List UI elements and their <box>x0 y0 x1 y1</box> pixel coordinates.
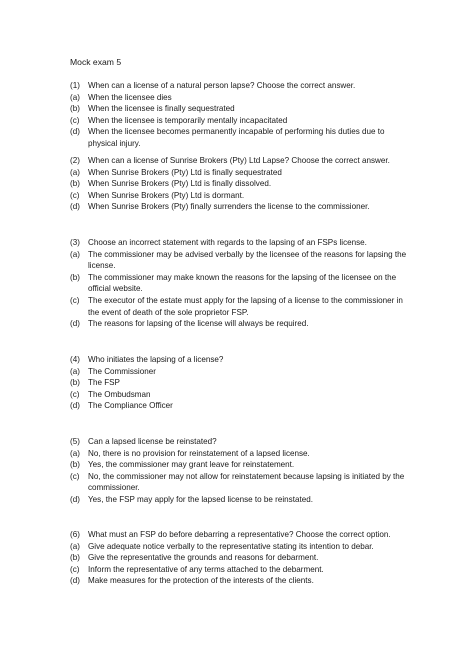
option-a <box>70 448 415 460</box>
question-4-stem <box>70 354 415 366</box>
option-letter: (b) <box>70 378 80 388</box>
option-d <box>70 575 415 587</box>
option-letter: (d) <box>70 576 80 586</box>
option-letter: (a) <box>70 541 80 551</box>
option-a <box>70 541 415 553</box>
question-6 <box>70 529 415 587</box>
option-text: The commissioner may be advised verbally by the licensee of the reasons for lapsing the license. <box>88 249 407 271</box>
option-letter: (b) <box>70 553 80 563</box>
question-2 <box>70 155 415 213</box>
question-4 <box>70 354 415 412</box>
option-text: When Sunrise Brokers (Pty) finally surrenders the license to the commissioner. <box>88 202 370 212</box>
option-letter: (b) <box>70 104 80 114</box>
option-letter: (c) <box>70 389 80 399</box>
option-d <box>70 126 415 149</box>
option-text: No, there is no provision for reinstatement of a lapsed license. <box>88 448 310 458</box>
option-text: Yes, the commissioner may grant leave for reinstatement. <box>88 460 295 470</box>
question-3-stem <box>70 237 415 249</box>
option-d <box>70 201 415 213</box>
option-letter: (a) <box>70 249 80 259</box>
question-number: (2) <box>70 156 80 165</box>
option-text: Yes, the FSP may apply for the lapsed license to be reinstated. <box>88 494 313 504</box>
option-c <box>70 115 415 127</box>
option-letter: (a) <box>70 167 80 177</box>
option-letter: (a) <box>70 448 80 458</box>
option-a <box>70 249 415 272</box>
option-text: When Sunrise Brokers (Pty) Ltd is dormant. <box>88 190 245 200</box>
question-1 <box>70 80 415 150</box>
option-text: When the licensee dies <box>88 92 172 102</box>
question-1-stem <box>70 80 415 92</box>
option-c <box>70 295 415 318</box>
option-b <box>70 552 415 564</box>
option-text: When the licensee is temporarily mentally incapacitated <box>88 115 288 125</box>
option-b <box>70 178 415 190</box>
option-text: Give the representative the grounds and reasons for debarment. <box>88 553 319 563</box>
question-5 <box>70 436 415 506</box>
question-number: (3) <box>70 238 80 247</box>
option-letter: (d) <box>70 401 80 411</box>
option-a <box>70 366 415 378</box>
option-text: When the licensee becomes permanently incapable of performing his duties due to physical injury. <box>88 127 385 148</box>
option-letter: (c) <box>70 295 80 305</box>
question-text: What must an FSP do before debarring a representative? Choose the correct option. <box>88 530 391 539</box>
question-number: (4) <box>70 355 80 364</box>
option-c <box>70 389 415 401</box>
option-c <box>70 190 415 202</box>
option-letter: (a) <box>70 366 80 376</box>
question-text: When can a license of a natural person lapse? Choose the correct answer. <box>88 81 356 90</box>
option-d <box>70 400 415 412</box>
question-3 <box>70 237 415 330</box>
option-letter: (a) <box>70 92 80 102</box>
option-b <box>70 103 415 115</box>
option-text: The Commissioner <box>88 366 156 376</box>
question-text: When can a license of Sunrise Brokers (Pty) Ltd Lapse? Choose the correct answer. <box>88 156 390 165</box>
option-text: Make measures for the protection of the interests of the clients. <box>88 576 314 586</box>
option-text: Give adequate notice verbally to the representative stating its intention to debar. <box>88 541 374 551</box>
option-c <box>70 471 415 494</box>
option-letter: (b) <box>70 460 80 470</box>
option-text: When Sunrise Brokers (Pty) Ltd is finally sequestrated <box>88 167 282 177</box>
option-a <box>70 92 415 104</box>
option-text: The executor of the estate must apply for the lapsing of a license to the commissioner in the event of death of the sole proprietor FSP. <box>88 295 403 317</box>
option-letter: (c) <box>70 471 80 481</box>
option-text: The reasons for lapsing of the license will always be required. <box>88 319 309 329</box>
option-b <box>70 272 415 295</box>
option-text: The commissioner may make known the reasons for the lapsing of the licensee on the official website. <box>88 272 397 294</box>
question-text: Can a lapsed license be reinstated? <box>88 437 217 446</box>
option-text: Inform the representative of any terms attached to the debarment. <box>88 564 324 574</box>
question-number: (5) <box>70 437 80 446</box>
option-d <box>70 318 415 330</box>
option-letter: (c) <box>70 190 80 200</box>
option-text: The FSP <box>88 378 120 388</box>
question-5-stem <box>70 436 415 448</box>
option-a <box>70 167 415 179</box>
option-letter: (b) <box>70 272 80 282</box>
option-letter: (d) <box>70 319 80 329</box>
option-letter: (c) <box>70 115 80 125</box>
option-text: When the licensee is finally sequestrated <box>88 104 235 114</box>
document-title: Mock exam 5 <box>70 57 122 67</box>
question-number: (1) <box>70 81 80 90</box>
option-text: When Sunrise Brokers (Pty) Ltd is finally dissolved. <box>88 179 272 189</box>
question-text: Who initiates the lapsing of a license? <box>88 355 224 364</box>
option-c <box>70 564 415 576</box>
option-text: The Ombudsman <box>88 389 151 399</box>
option-d <box>70 494 415 506</box>
question-2-stem <box>70 155 415 167</box>
option-b <box>70 459 415 471</box>
option-letter: (b) <box>70 179 80 189</box>
option-letter: (d) <box>70 494 80 504</box>
question-6-stem <box>70 529 415 541</box>
question-text: Choose an incorrect statement with regards to the lapsing of an FSPs license. <box>88 238 367 247</box>
option-text: The Compliance Officer <box>88 401 173 411</box>
option-text: No, the commissioner may not allow for reinstatement because lapsing is initiated by the commissioner. <box>88 471 405 493</box>
option-letter: (c) <box>70 564 80 574</box>
option-letter: (d) <box>70 127 80 137</box>
option-letter: (d) <box>70 202 80 212</box>
question-number: (6) <box>70 530 80 539</box>
option-b <box>70 377 415 389</box>
